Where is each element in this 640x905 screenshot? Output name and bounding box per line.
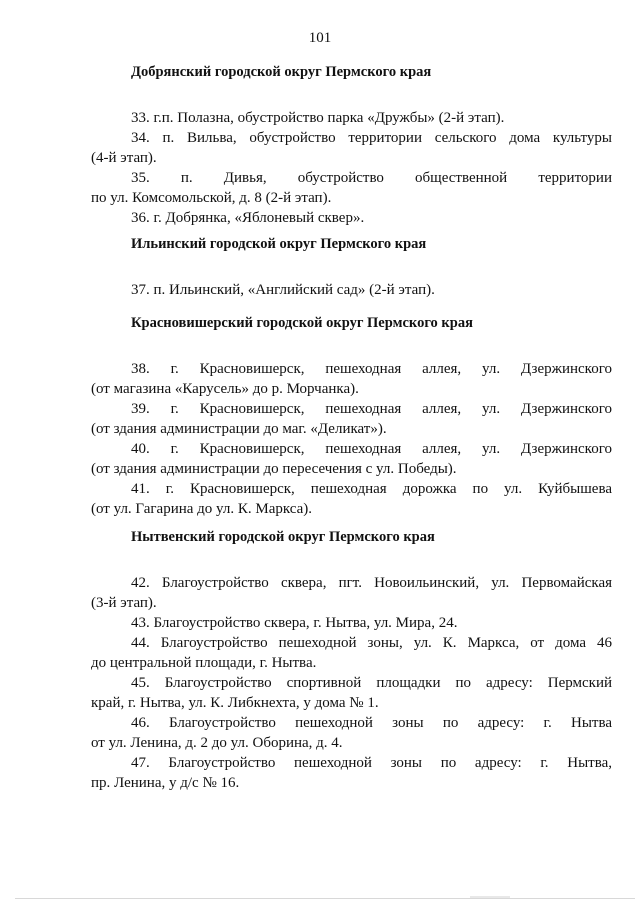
item-line: 43. Благоустройство сквера, г. Нытва, ул. Мира, 24. [131,615,458,631]
section-heading: Ильинский городской округ Пермского края [131,236,427,252]
item-line: 37. п. Ильинский, «Английский сад» (2-й этап). [131,282,435,298]
item-line: до центральной площади, г. Нытва. [91,655,317,671]
item-line: (от здания администрации до пересечения с ул. Победы). [91,461,457,477]
list-item [91,633,612,673]
item-line: 46. Благоустройство пешеходной зоны по адресу: г. Нытва [131,715,612,731]
item-line: 34. п. Вильва, обустройство территории сельского дома культуры [131,130,612,146]
item-line: 39. г. Красновишерск, пешеходная аллея, ул. Дзержинского [131,401,612,417]
item-line: (от здания администрации до маг. «Деликат»). [91,421,387,437]
item-line: пр. Ленина, у д/с № 16. [91,775,240,791]
section-heading: Красновишерский городской округ Пермского края [131,315,473,331]
item-line: 45. Благоустройство спортивной площадки по адресу: Пермский [131,675,612,691]
item-line: 35. п. Дивья, обустройство общественной территории [131,170,612,186]
list-item [91,573,612,613]
list-item [91,208,612,228]
item-line: 41. г. Красновишерск, пешеходная дорожка по ул. Куйбышева [131,481,612,497]
item-line: от ул. Ленина, д. 2 до ул. Оборина, д. 4. [91,735,343,751]
item-line: 33. г.п. Полазна, обустройство парка «Дружбы» (2-й этап). [131,110,505,126]
list-item [91,168,612,208]
item-line: (от магазина «Карусель» до р. Морчанка). [91,381,359,397]
section-heading: Нытвенский городской округ Пермского края [131,529,435,545]
item-line: 38. г. Красновишерск, пешеходная аллея, ул. Дзержинского [131,361,612,377]
item-line: (3-й этап). [91,595,157,611]
scan-edge-mark [470,896,510,898]
list-item [91,439,612,479]
list-item [91,713,612,753]
item-line: 47. Благоустройство пешеходной зоны по адресу: г. Нытва, [131,755,612,771]
section-dobryanka [91,62,612,228]
item-line: край, г. Нытва, ул. К. Либкнехта, у дома № 1. [91,695,379,711]
section-nytva [91,527,612,793]
section-heading: Добрянский городской округ Пермского края [131,64,432,80]
list-item [91,753,612,793]
section-krasnovishersk [91,313,612,519]
list-item [91,280,612,300]
item-line: 40. г. Красновишерск, пешеходная аллея, ул. Дзержинского [131,441,612,457]
list-item [91,399,612,439]
page-number: 101 [308,30,332,46]
item-line: 42. Благоустройство сквера, пгт. Новоильинский, ул. Первомайская [131,575,612,591]
section-ilyinsky [91,234,612,300]
item-line: 36. г. Добрянка, «Яблоневый сквер». [131,210,365,226]
item-line: по ул. Комсомольской, д. 8 (2-й этап). [91,190,332,206]
list-item [91,479,612,519]
list-item [91,128,612,168]
list-item [91,613,612,633]
scan-edge-line [15,898,635,899]
list-item [91,359,612,399]
item-line: (4-й этап). [91,150,157,166]
list-item [91,673,612,713]
item-line: (от ул. Гагарина до ул. К. Маркса). [91,501,313,517]
item-line: 44. Благоустройство пешеходной зоны, ул. К. Маркса, от дома 46 [131,635,612,651]
list-item [91,108,612,128]
